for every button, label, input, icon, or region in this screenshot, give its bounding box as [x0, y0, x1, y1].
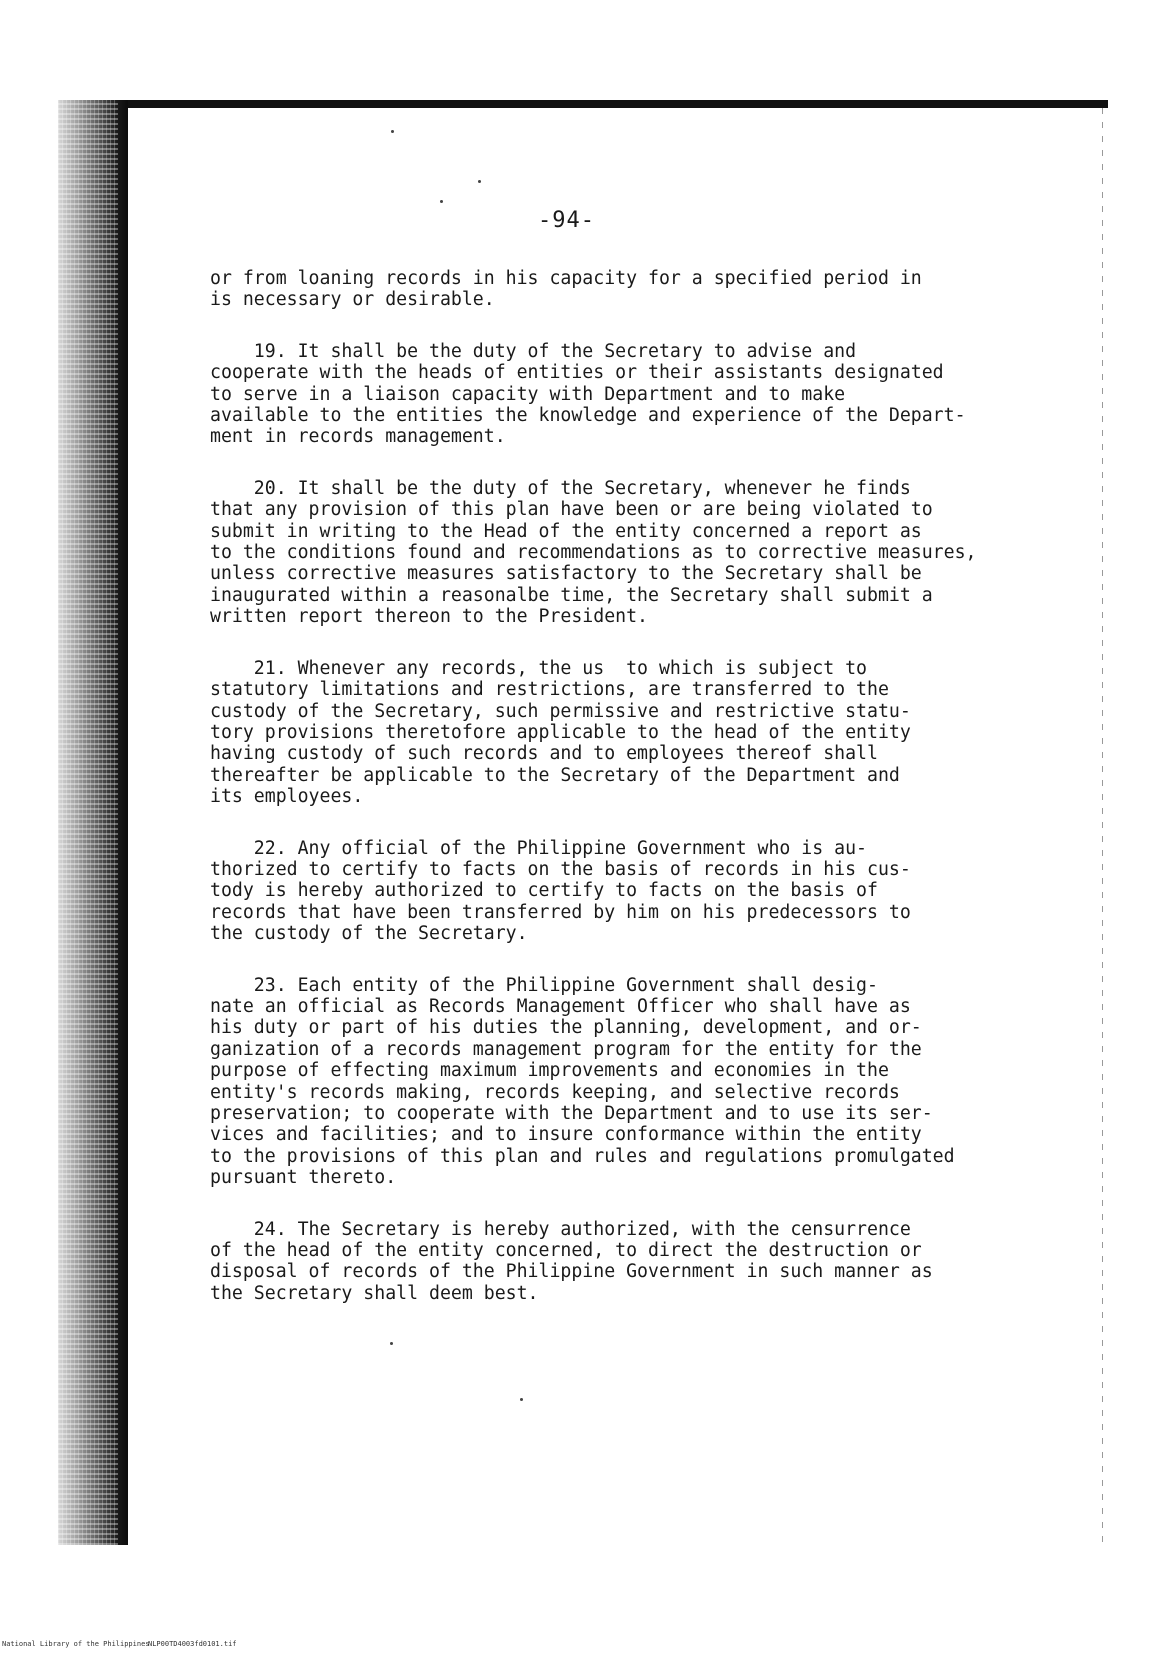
page-number: -94- [538, 208, 595, 233]
text-line: the custody of the Secretary. [210, 923, 528, 945]
top-border-rule [58, 100, 1108, 108]
paragraph-21 [210, 658, 1060, 808]
text-line: the Secretary shall deem best. [210, 1282, 539, 1304]
text-line: of the head of the entity concerned, to direct the destruction or [210, 1240, 922, 1262]
text-line: 24. The Secretary is hereby authorized, with the censurrence [210, 1218, 911, 1240]
text-line: nate an official as Records Management Officer who shall have as [210, 995, 911, 1017]
text-line: to the provisions of this plan and rules and regulations promulgated [210, 1145, 955, 1167]
text-line: his duty or part of his duties the planning, development, and or- [210, 1017, 922, 1039]
text-line: 21. Whenever any records, the us to which is subject to [210, 657, 867, 679]
text-line: to the conditions found and recommendations as to corrective measures, [210, 542, 977, 564]
text-line: tody is hereby authorized to certify to facts on the basis of [210, 880, 878, 902]
text-line: 20. It shall be the duty of the Secretary, whenever he finds [210, 477, 911, 499]
text-line: available to the entities the knowledge and experience of the Depart- [210, 405, 966, 427]
text-line: ment in records management. [210, 426, 506, 448]
text-line: custody of the Secretary, such permissive and restrictive statu- [210, 700, 911, 722]
text-line: 19. It shall be the duty of the Secretary to advise and [210, 340, 857, 362]
text-line: thorized to certify to facts on the basis of records in his cus- [210, 858, 911, 880]
text-line: records that have been transferred by him on his predecessors to [210, 901, 911, 923]
paragraph-19 [210, 341, 1060, 448]
scan-speck [391, 130, 394, 133]
text-line: cooperate with the heads of entities or their assistants designated [210, 362, 944, 384]
text-line: purpose of effecting maximum improvements and economies in the [210, 1060, 889, 1082]
text-line: is necessary or desirable. [210, 289, 495, 311]
right-page-edge [1102, 108, 1103, 1548]
text-line: pursuant thereto. [210, 1167, 397, 1189]
footer-library-label: National Library of the Philippines [2, 1640, 150, 1648]
document-body [210, 268, 1060, 1304]
text-line: statutory limitations and restrictions, are transferred to the [210, 679, 889, 701]
scan-speck [520, 1398, 523, 1401]
text-line: disposal of records of the Philippine Government in such manner as [210, 1261, 933, 1283]
paragraph-24 [210, 1219, 1060, 1305]
text-line: unless corrective measures satisfactory to the Secretary shall be [210, 563, 922, 585]
scan-speck [440, 200, 443, 203]
text-line: ganization of a records management program for the entity for the [210, 1038, 922, 1060]
text-line: entity's records making, records keeping, and selective records [210, 1081, 900, 1103]
scan-speck [390, 1342, 393, 1345]
paragraph-continuation [210, 268, 1060, 311]
scan-speck [478, 180, 481, 183]
text-line: tory provisions theretofore applicable to the head of the entity [210, 721, 911, 743]
text-line: or from loaning records in his capacity for a specified period in [210, 268, 922, 289]
binding-texture [58, 100, 118, 1545]
text-line: preservation; to cooperate with the Department and to use its ser- [210, 1103, 933, 1124]
text-line: vices and facilities; and to insure conformance within the entity [210, 1124, 922, 1146]
footer-file-id: NLP00TD4003fd0101.tif [148, 1640, 237, 1648]
text-line: 23. Each entity of the Philippine Government shall desig- [210, 974, 878, 996]
text-line: having custody of such records and to employees thereof shall [210, 743, 878, 765]
text-line: its employees. [210, 786, 364, 808]
text-line: submit in writing to the Head of the entity concerned a report as [210, 520, 922, 542]
text-line: that any provision of this plan have been or are being violated to [210, 499, 933, 521]
paragraph-23 [210, 975, 1060, 1189]
text-line: thereafter be applicable to the Secretary of the Department and [210, 764, 900, 786]
paragraph-22 [210, 838, 1060, 945]
paragraph-20 [210, 478, 1060, 628]
text-line: written report thereon to the President. [210, 606, 648, 628]
text-line: to serve in a liaison capacity with Department and to make [210, 383, 846, 405]
text-line: inaugurated within a reasonalbe time, the Secretary shall submit a [210, 584, 933, 606]
text-line: 22. Any official of the Philippine Government who is au- [210, 837, 867, 859]
